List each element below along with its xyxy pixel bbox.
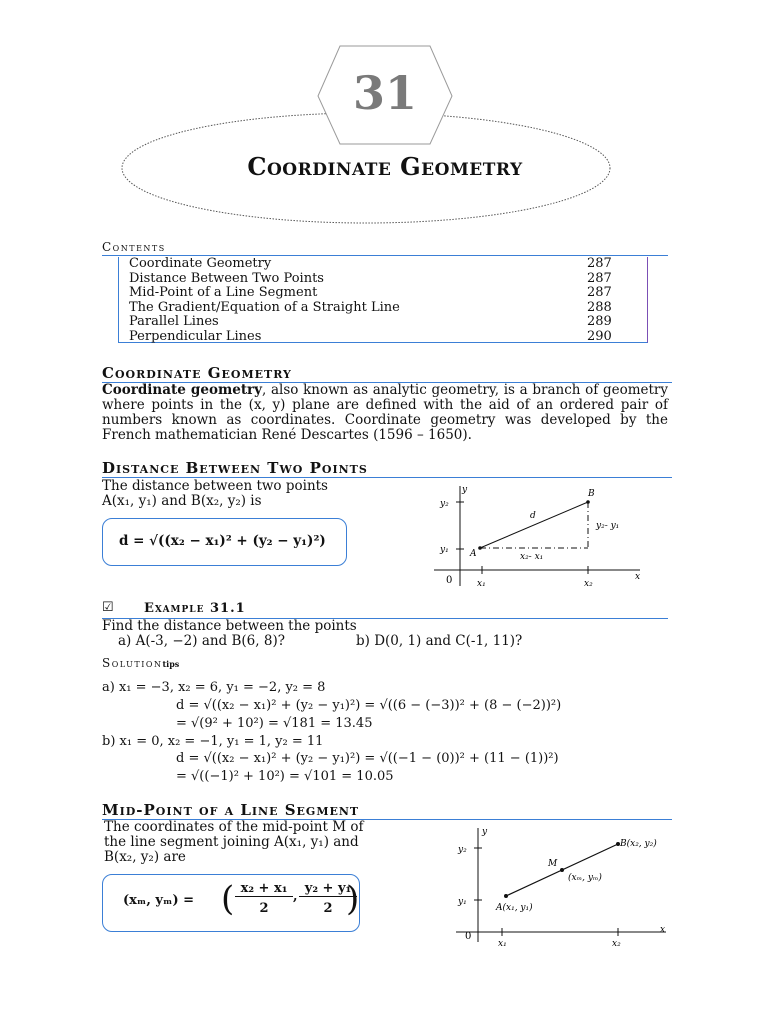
midpoint-text-line: the line segment joining A(x₁, y₁) and (104, 834, 359, 850)
paren-close: ) (346, 879, 360, 919)
midpoint-numerator-y: y₂ + y₁ (299, 881, 357, 897)
paragraph-text: , also known as analytic geometry, is a branch of geometry where points in the (x, y) plane are defined with the aid of an ordered pair of numbers known as coordinates. Coordinate geometry was developed by the French mathematician René Descartes (1596 – 1650). (102, 382, 669, 443)
tick-label-y2: y₂ (458, 845, 467, 855)
contents-item-page: 287 (587, 270, 612, 286)
contents-item-page: 287 (587, 285, 612, 300)
dx-label: x₂- x₁ (520, 552, 544, 562)
chapter-title: Coordinate Geometry (247, 152, 523, 181)
axis-label-x: x (660, 925, 666, 935)
midpoint-formula-box (102, 874, 360, 932)
midpoint-text-line: B(x₂, y₂) are (104, 849, 186, 865)
bold-term: Coordinate geometry (102, 382, 263, 398)
contents-item-label: Parallel Lines (129, 314, 219, 329)
example-heading: Example 31.1 (144, 601, 246, 616)
segment-ab (480, 502, 588, 548)
contents-item (129, 286, 647, 301)
contents-item (129, 315, 647, 330)
contents-item (129, 272, 647, 287)
tips-label: tips (162, 659, 180, 669)
example-prompt: Find the distance between the points (102, 618, 357, 634)
solution-a-line2: d = √((x₂ − x₁)² + (y₂ − y₁)²) = √((6 − (−3))² + (8 − (−2))²) (176, 698, 562, 713)
point-b-dot (586, 500, 590, 504)
solution-label (102, 656, 179, 670)
midpoint-diagram (452, 822, 682, 952)
contents-item (129, 257, 647, 272)
contents-heading: Contents (102, 240, 166, 254)
origin-label: 0 (446, 575, 453, 586)
distance-diagram (430, 478, 650, 590)
distance-text-line: The distance between two points (102, 478, 328, 494)
section-heading-distance: Distance Between Two Points (102, 459, 368, 477)
contents-item-label: Perpendicular Lines (129, 328, 262, 344)
tick-label-y2: y₂ (440, 499, 449, 509)
distance-formula-box (102, 518, 347, 566)
axis-label-y: y (462, 485, 468, 495)
point-a-dot (504, 894, 508, 898)
midpoint-denominator-y: 2 (323, 901, 333, 916)
tick-label-y1: y₁ (458, 897, 467, 907)
midpoint-coord-label: (xₘ, yₘ) (568, 873, 602, 883)
contents-item-page: 287 (587, 256, 612, 271)
solution-b-line2: d = √((x₂ − x₁)² + (y₂ − y₁)²) = √((−1 − (0))² + (11 − (1))²) (176, 751, 559, 766)
tick-label-x1: x₁ (477, 579, 486, 589)
distance-label: d (530, 511, 536, 521)
point-m-label: M (548, 859, 558, 869)
distance-text-line: A(x₁, y₁) and B(x₂, y₂) is (102, 493, 262, 509)
example-part-a: a) A(-3, −2) and B(6, 8)? (118, 633, 285, 649)
tick-label-x1: x₁ (498, 939, 507, 949)
distance-text (102, 479, 362, 509)
axis-label-y: y (482, 827, 488, 837)
solution-a-line3: = √(9² + 10²) = √181 = 13.45 (176, 716, 373, 731)
section-heading-coordinate-geometry: Coordinate Geometry (102, 364, 292, 382)
solution-b-line3: = √((−1)² + 10²) = √101 = 10.05 (176, 769, 394, 784)
point-b-label: B (588, 489, 595, 499)
section-heading-midpoint: Mid-Point of a Line Segment (102, 801, 360, 819)
coordinate-geometry-paragraph (102, 383, 668, 443)
contents-item-label: The Gradient/Equation of a Straight Line (129, 299, 400, 315)
chapter-ornament (0, 0, 768, 240)
point-m-dot (560, 868, 564, 872)
distance-formula: d = √((x₂ − x₁)² + (y₂ − y₁)²) (119, 533, 326, 549)
checkbox-icon: ☑ (102, 600, 114, 615)
contents-item-page: 290 (587, 328, 612, 344)
solution-b-line1: b) x₁ = 0, x₂ = −1, y₁ = 1, y₂ = 11 (102, 734, 324, 749)
tick-label-x2: x₂ (612, 939, 621, 949)
contents-item-page: 288 (587, 299, 612, 315)
point-b-label: B(x₂, y₂) (620, 839, 657, 849)
axis-label-x: x (635, 572, 641, 582)
solution-text: Solution (102, 656, 163, 670)
contents-item-label: Coordinate Geometry (129, 256, 272, 271)
tick-label-y1: y₁ (440, 545, 449, 555)
contents-item-page: 289 (587, 314, 612, 329)
origin-label: 0 (465, 931, 472, 942)
point-a-dot (478, 546, 482, 550)
chapter-number: 31 (352, 66, 417, 120)
contents-box (118, 257, 648, 343)
midpoint-numerator-x: x₂ + x₁ (235, 881, 293, 897)
point-a-label: A(x₁, y₁) (496, 903, 533, 913)
example-part-b: b) D(0, 1) and C(-1, 11)? (356, 633, 523, 649)
midpoint-denominator-x: 2 (259, 901, 269, 916)
contents-item (129, 330, 647, 345)
comma: , (293, 889, 298, 904)
solution-a-line1: a) x₁ = −3, x₂ = 6, y₁ = −2, y₂ = 8 (102, 680, 326, 695)
midpoint-text-line: The coordinates of the mid-point M of (104, 819, 364, 835)
paren-open: ( (221, 879, 235, 919)
contents-item-label: Mid-Point of a Line Segment (129, 285, 318, 300)
point-a-label: A (470, 549, 477, 559)
dy-label: y₂- y₁ (596, 521, 620, 531)
contents-item-label: Distance Between Two Points (129, 270, 324, 286)
midpoint-formula-lhs: (xₘ, yₘ) = (123, 893, 195, 908)
tick-label-x2: x₂ (584, 579, 593, 589)
contents-list (129, 257, 647, 344)
contents-item (129, 301, 647, 316)
midpoint-text (104, 820, 394, 865)
